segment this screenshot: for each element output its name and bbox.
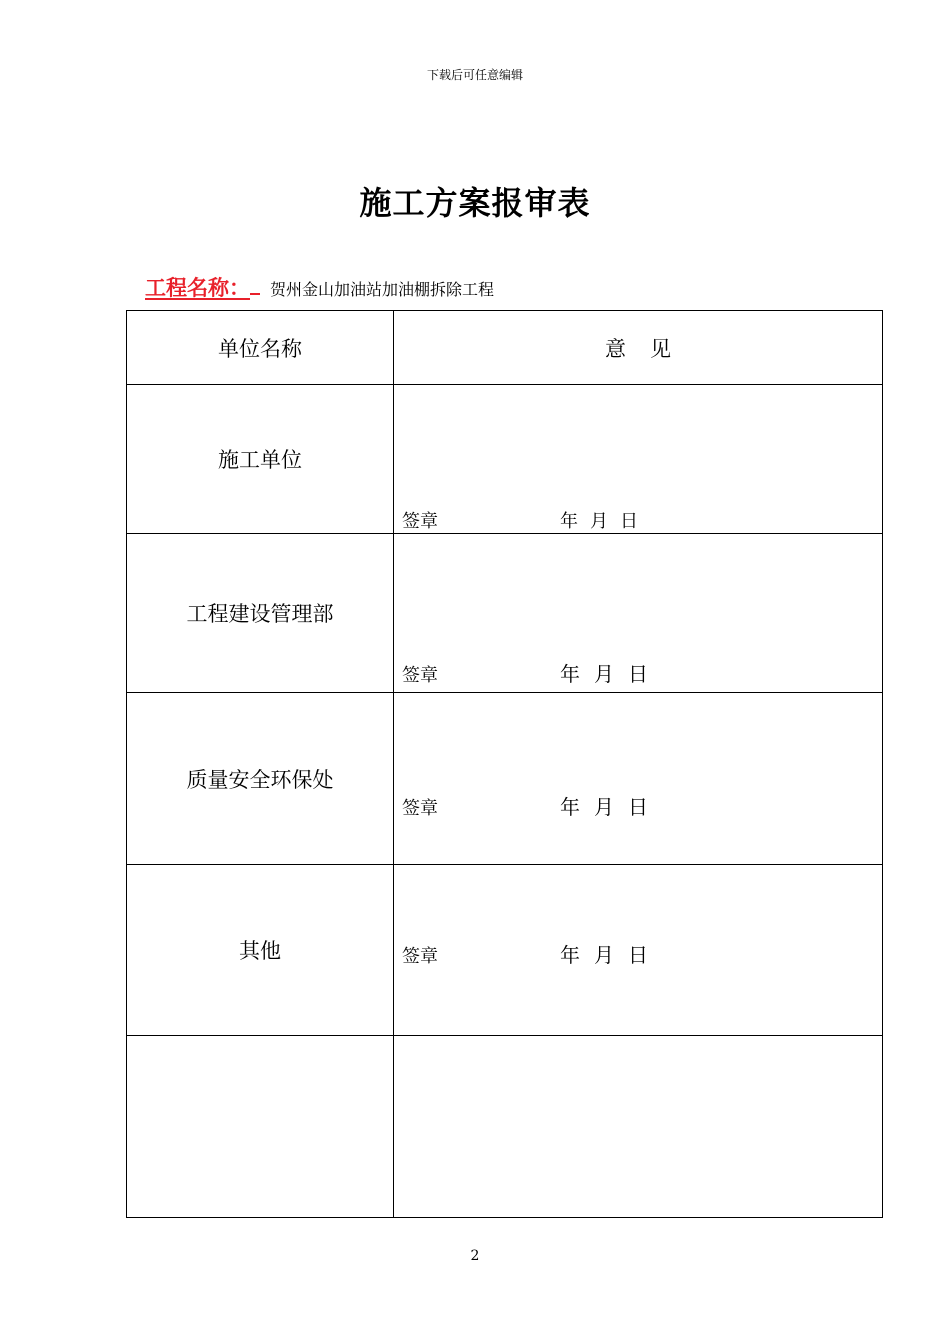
year-label: 年: [560, 662, 580, 686]
page-title: 施工方案报审表: [359, 184, 591, 222]
project-name-label: 工程名称：: [145, 276, 250, 300]
signature-label: 签章: [402, 665, 438, 686]
opinion-field-construction[interactable]: [394, 385, 883, 534]
month-label: 月: [594, 662, 614, 686]
month-label: 月: [594, 943, 614, 967]
project-name-value: 贺州金山加油站加油棚拆除工程: [270, 280, 495, 299]
unit-quality-safety: 质量安全环保处: [127, 693, 394, 865]
month-label: 月: [594, 795, 614, 819]
table-header-row: [127, 311, 883, 385]
header-unit-name: 单位名称: [127, 311, 394, 385]
signature-label: 签章: [402, 511, 438, 532]
project-name-underline: [250, 275, 260, 295]
day-label: 日: [628, 795, 648, 819]
unit-other: 其他: [127, 865, 394, 1036]
table-row: [127, 693, 883, 865]
opinion-field-blank[interactable]: [394, 1036, 883, 1218]
signature-date-line: [402, 791, 662, 820]
opinion-field-quality-safety[interactable]: [394, 693, 883, 865]
signature-label: 签章: [402, 946, 438, 967]
day-label: 日: [628, 662, 648, 686]
table-row: [127, 385, 883, 534]
month-label: 月: [590, 511, 608, 532]
year-label: 年: [560, 511, 578, 532]
opinion-field-other[interactable]: [394, 865, 883, 1036]
year-label: 年: [560, 795, 580, 819]
review-table: [126, 310, 883, 1218]
signature-date-line: [402, 939, 662, 968]
signature-label: 签章: [402, 798, 438, 819]
year-label: 年: [560, 943, 580, 967]
day-label: 日: [628, 943, 648, 967]
signature-date-line: [402, 658, 662, 687]
project-name-line: [145, 272, 494, 302]
unit-project-management: 工程建设管理部: [127, 534, 394, 693]
unit-construction: 施工单位: [127, 385, 394, 534]
day-label: 日: [620, 511, 638, 532]
table-row: [127, 1036, 883, 1218]
table-row: [127, 534, 883, 693]
page-number: 2: [470, 1248, 480, 1264]
signature-date-line: [402, 507, 650, 533]
header-note: 下载后可任意编辑: [426, 68, 523, 82]
opinion-field-project-management[interactable]: [394, 534, 883, 693]
header-opinion: 意见: [394, 311, 883, 385]
unit-blank[interactable]: [127, 1036, 394, 1218]
table-row: [127, 865, 883, 1036]
